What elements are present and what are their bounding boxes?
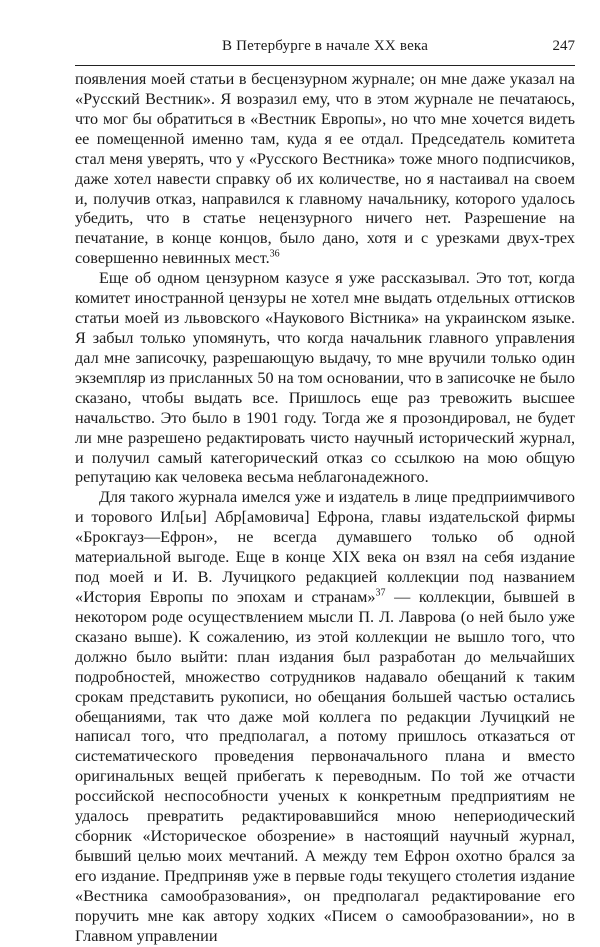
paragraph-continuation <box>75 70 575 269</box>
paragraph-text: Для такого журнала имелся уже и издатель в лице предприимчивого и торового Ил[ьи] Абр[амовича] Ефрона, главы издательской фирмы «Брокгауз—Ефрон», не всегда думавшего только об одной материальной выгоде. Еще в конце XIX века он взял на себя издание под моей и И. В. Лучицкого редакцией коллекции под названием «История Европы по эпохам и странам» <box>75 488 575 606</box>
footnote-marker-37: 37 <box>375 587 386 599</box>
page-body <box>75 70 575 947</box>
header-rule <box>75 65 575 66</box>
running-header <box>75 38 575 60</box>
running-title: В Петербурге в начале XX века <box>221 38 429 54</box>
footnote-marker-36: 36 <box>269 248 280 260</box>
paragraph-text: — коллекции, бывшей в некотором роде осуществлением мысли П. Л. Лаврова (о ней было уже сказано выше). К сожалению, из этой коллекции не вышло того, что должно было выйти: план издания был разработан до мельчайших подробностей, множество сотрудников надавало обещаний к таким срокам представить рукописи, но обещания большей частью остались обещаниями, так что даже мой коллега по редакции Лучицкий не написал того, что предполагал, а потому пришлось отказаться от систематического проведения первоначального плана и вместо оригинальных вещей прибегать к переводным. По той же отчасти российской неспособности ученых к конкретным предприятиям не удалось превратить редактировавшийся мною непериодический сборник «Историческое обозрение» в настоящий научный журнал, бывший целью моих мечтаний. А между тем Ефрон охотно брался за его издание. Предприняв уже в первые годы текущего столетия издание «Вестника самообразования», он предполагал редактирование его поручить мне как автору ходких «Писем о самообразовании», но в Главном управлении <box>75 587 576 945</box>
paragraph: Еще об одном цензурном казусе я уже рассказывал. Это тот, когда комитет иностранной цензуры не хотел мне выдать отдельных оттисков статьи моей из львовского «Наукового Вiстника» на украинском языке. Я забыл только упомянуть, что когда начальник главного управления дал мне записочку, разрешающую выдачу, то мне вручили только один экземпляр из присланных 50 на том основании, что в записочке не было сказано, чтобы выдать все. Пришлось еще раз тревожить высшее начальство. Это было в 1901 году. Тогда же я прозондировал, не будет ли мне разрешено редактировать чисто научный исторический журнал, и получил самый категорический отказ со ссылкою на мою общую репутацию как человека весьма неблагонадежного. <box>75 269 575 487</box>
paragraph-text: появления моей статьи в бесцензурном журнале; он мне даже указал на «Русский Вестник». Я возразил ему, что в этом журнале не печатаюсь, что мог бы обратиться в «Вестник Европы», но что мне хочется видеть ее помещенной именно там, куда я ее отдал. Председатель комитета стал меня уверять, что у «Русского Вестника» тоже много подписчиков, даже хотел навести справку об их количестве, но я настаивал на своем и, получив отказ, направился к главному начальнику, которого удалось убедить, что в статье нецензурного ничего нет. Разрешение на печатание, в конце концов, было дано, хотя и с урезками двух-трех совершенно невинных мест. <box>75 70 575 268</box>
paragraph <box>75 488 575 946</box>
page-number: 247 <box>552 38 575 54</box>
